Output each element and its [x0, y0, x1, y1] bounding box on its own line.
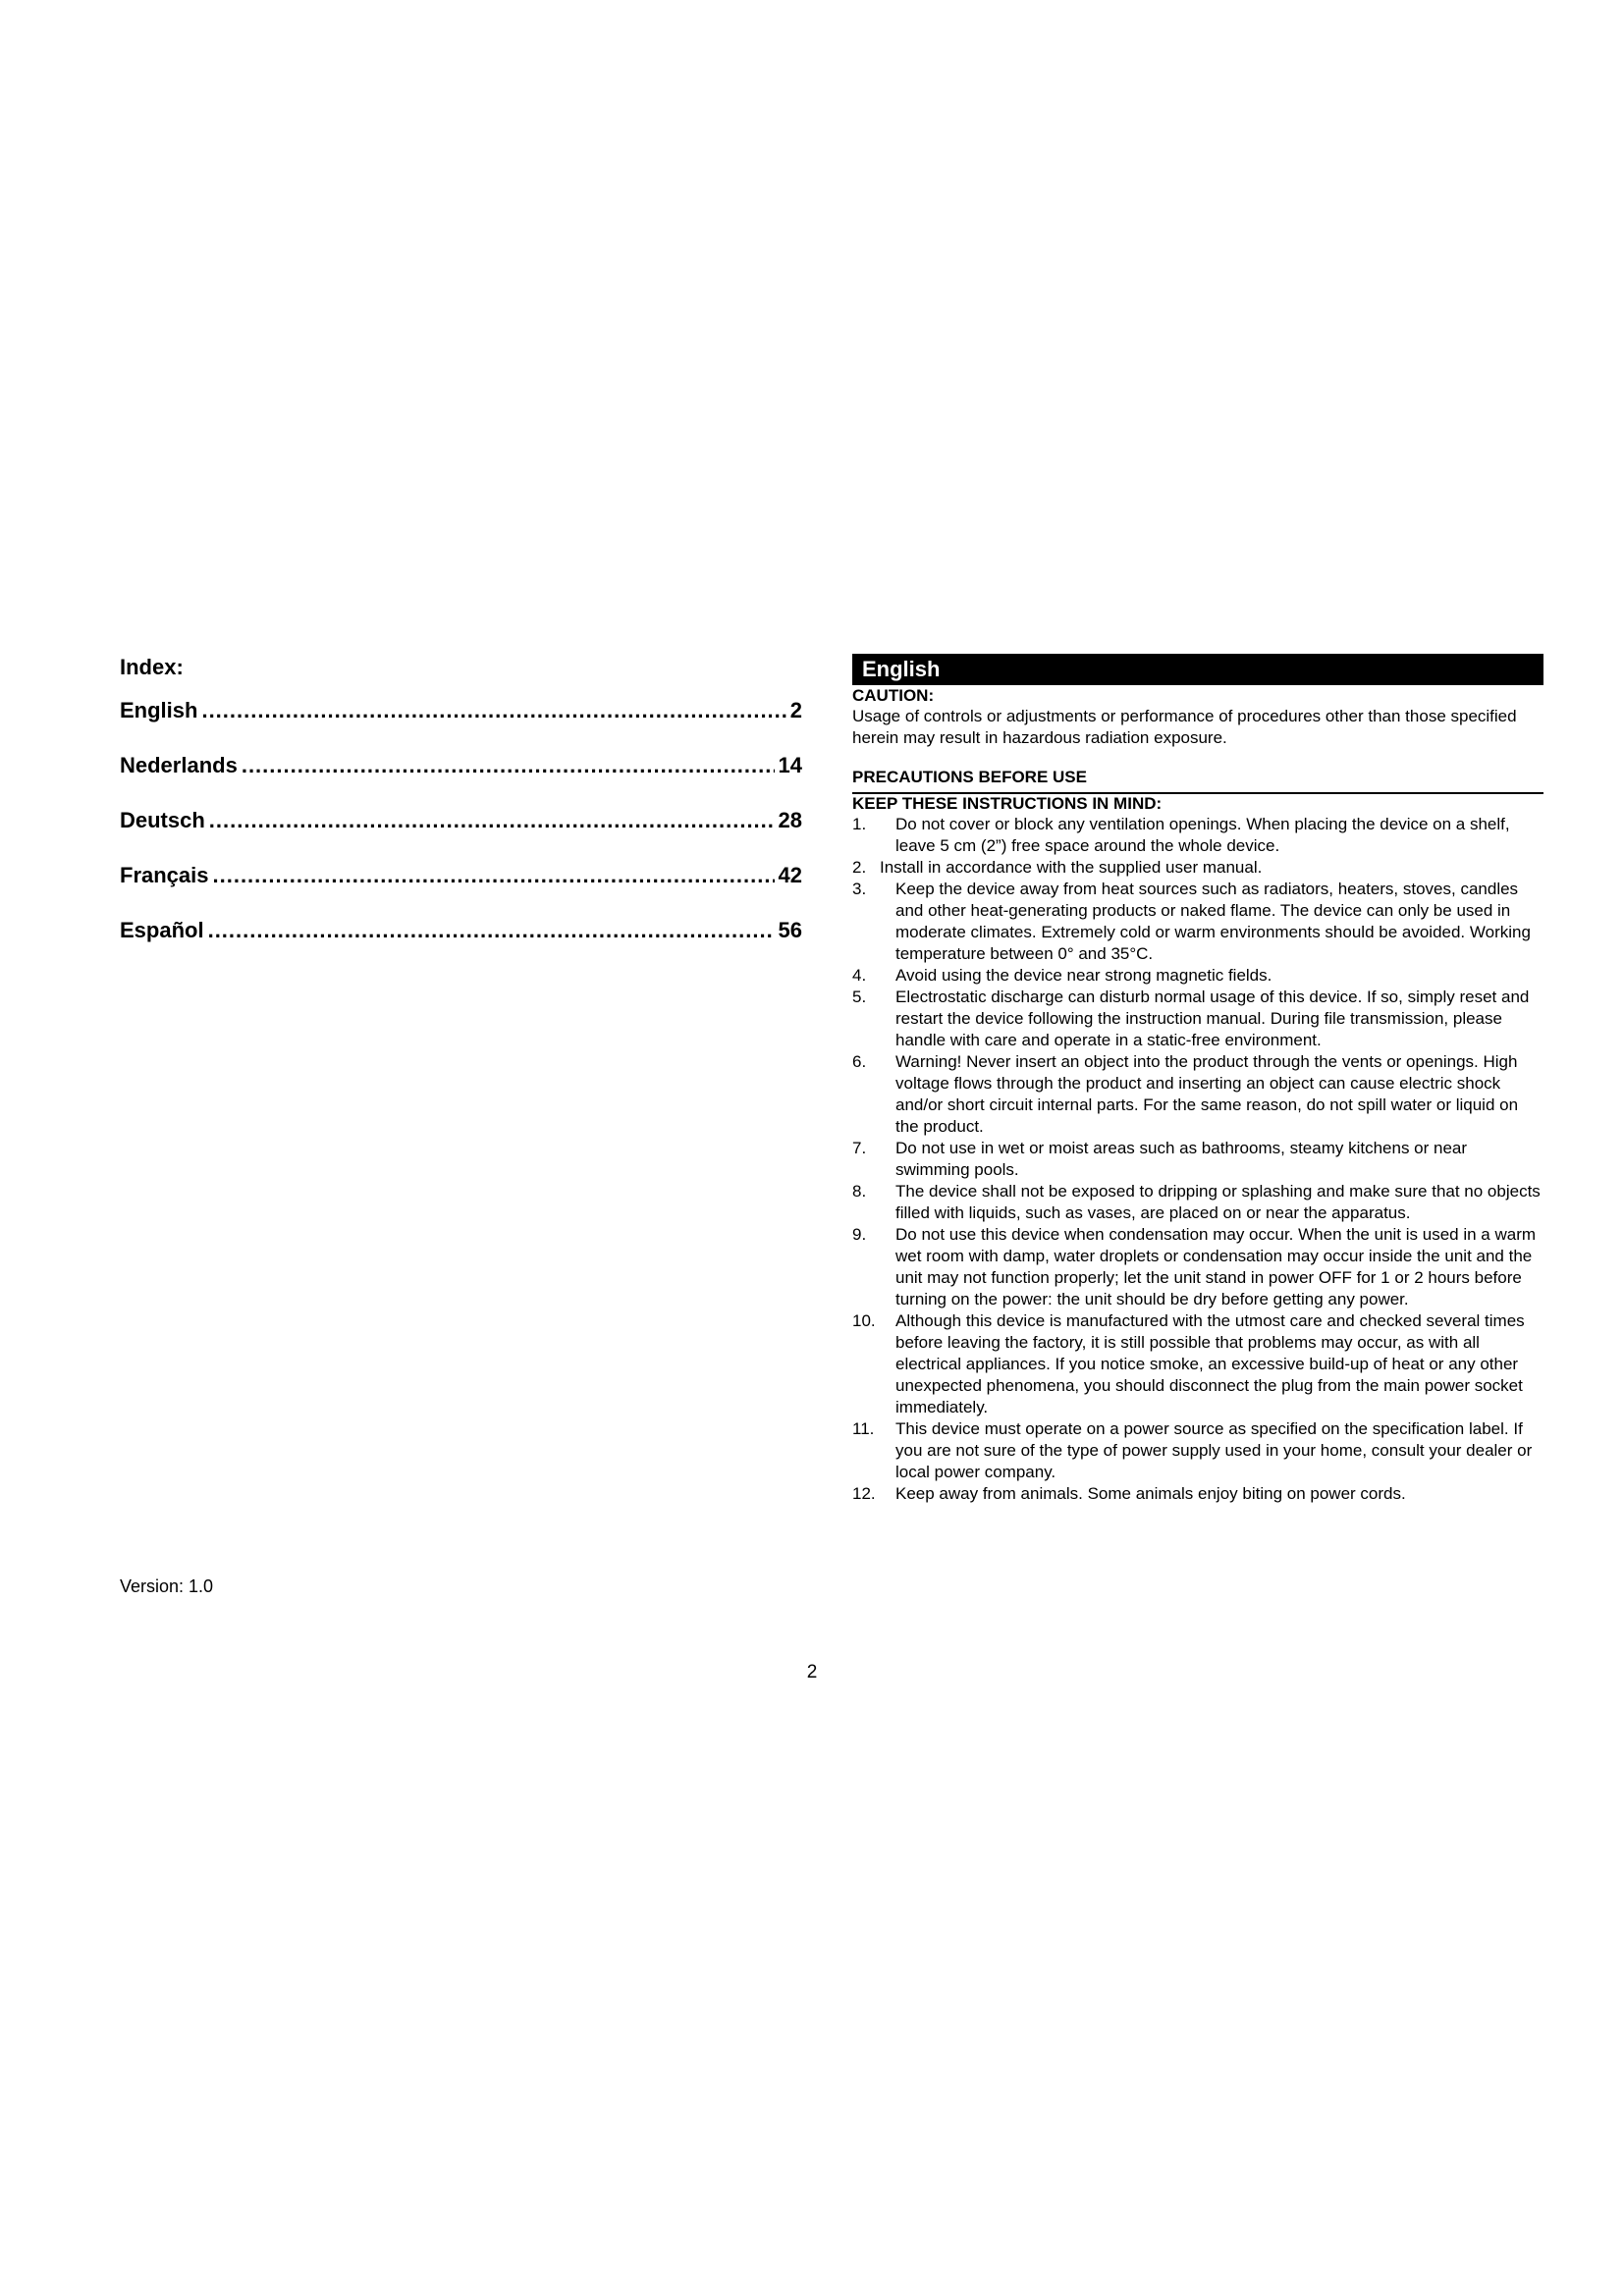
list-item-number: 5. [852, 988, 867, 1006]
list-item [852, 1138, 1543, 1181]
toc-dot-leader [209, 806, 775, 835]
toc-entry-francais[interactable] [120, 861, 802, 916]
toc-entry-page: 2 [789, 698, 802, 722]
list-item [852, 1181, 1543, 1224]
list-item-number: 2. [852, 858, 867, 877]
toc-dot-leader [201, 696, 785, 725]
list-item-text: Do not use this device when condensation may occur. When the unit is used in a warm wet room with damp, water droplets or condensation may occur inside the unit and the unit may not function properly; let the unit stand in power OFF for 1 or 2 hours before turning on the power: the unit should be dry before getting any power. [895, 1225, 1537, 1308]
toc-entry-name: Nederlands [120, 753, 238, 777]
keep-instructions-title: KEEP THESE INSTRUCTIONS IN MIND: [852, 794, 1163, 813]
toc-entry-espanol[interactable] [120, 916, 802, 971]
list-item-text: Warning! Never insert an object into the product through the vents or openings. High voltage flows through the product and inserting an object can cause electric shock and/or short circuit internal parts. For the same reason, do not spill water or liquid on the product. [895, 1052, 1519, 1136]
toc-entry-page: 42 [778, 863, 802, 887]
precautions-list [852, 814, 1543, 1505]
page-number: 2 [806, 1662, 818, 1682]
toc-entry-nederlands[interactable] [120, 751, 802, 806]
table-of-contents [120, 653, 802, 971]
list-item [852, 965, 1543, 987]
list-item-number: 7. [852, 1139, 867, 1157]
toc-dot-leader [208, 916, 775, 945]
caution-text: Usage of controls or adjustments or performance of procedures other than those specified herein may result in hazardous radiation exposure. [852, 707, 1517, 747]
english-section [852, 654, 1543, 1505]
toc-entry-page: 56 [778, 918, 802, 942]
list-item-number: 9. [852, 1225, 867, 1244]
list-item-text: Install in accordance with the supplied user manual. [880, 858, 1263, 877]
list-item-number: 12. [852, 1484, 876, 1503]
version-label: Version: 1.0 [120, 1576, 214, 1596]
list-item-number: 4. [852, 966, 867, 985]
list-item-text: Although this device is manufactured with the utmost care and checked several times before leaving the factory, it is still possible that problems may occur, as with all electrical appliances. If you notice smoke, an excessive build-up of heat or any other unexpected phenomena, you should disconnect the plug from the main power socket immediately. [895, 1311, 1525, 1416]
toc-entry-deutsch[interactable] [120, 806, 802, 861]
list-item-text: This device must operate on a power source as specified on the specification label. If you are not sure of the type of power supply used in your home, consult your dealer or local power company. [895, 1419, 1533, 1481]
list-item-text: Do not cover or block any ventilation openings. When placing the device on a shelf, leave 5 cm (2”) free space around the whole device. [895, 815, 1510, 855]
list-item-text: Keep away from animals. Some animals enjoy biting on power cords. [895, 1484, 1406, 1503]
list-item [852, 1483, 1543, 1505]
section-language-header: English [852, 654, 1543, 685]
toc-entry-name: Français [120, 863, 209, 887]
toc-entry-page: 14 [778, 753, 802, 777]
toc-entry-name: English [120, 698, 198, 722]
precautions-title: PRECAUTIONS BEFORE USE [852, 767, 1543, 794]
list-item-number: 1. [852, 815, 867, 833]
list-item [852, 1051, 1543, 1138]
list-item [852, 1310, 1543, 1418]
list-item [852, 1418, 1543, 1483]
list-item [852, 987, 1543, 1051]
toc-entry-name: Español [120, 918, 204, 942]
list-item-text: Avoid using the device near strong magnetic fields. [895, 966, 1272, 985]
list-item-text: Keep the device away from heat sources such as radiators, heaters, stoves, candles and other heat-generating products or naked flame. The device can only be used in moderate climates. Extremely cold or warm environments should be avoided. Working temperature between 0° and 35°C. [895, 880, 1531, 963]
list-item [852, 814, 1543, 857]
toc-entry-english[interactable] [120, 696, 802, 751]
list-item [852, 879, 1543, 965]
index-title: Index: [120, 655, 184, 679]
list-item-number: 8. [852, 1182, 867, 1201]
toc-dot-leader [213, 861, 775, 890]
toc-entry-page: 28 [778, 808, 802, 832]
list-item-number: 11. [852, 1419, 875, 1438]
list-item-text: The device shall not be exposed to dripping or splashing and make sure that no objects filled with liquids, such as vases, are placed on or near the apparatus. [895, 1182, 1541, 1222]
list-item [852, 1224, 1543, 1310]
list-item-number: 6. [852, 1052, 867, 1071]
list-item-text: Do not use in wet or moist areas such as bathrooms, steamy kitchens or near swimming pools. [895, 1139, 1468, 1179]
toc-entry-name: Deutsch [120, 808, 205, 832]
caution-title: CAUTION: [852, 686, 935, 705]
toc-dot-leader [242, 751, 775, 780]
list-item-text: Electrostatic discharge can disturb normal usage of this device. If so, simply reset and restart the device following the instruction manual. During file transmission, please handle with care and operate in a static-free environment. [895, 988, 1530, 1049]
list-item [852, 857, 1543, 879]
list-item-number: 3. [852, 880, 867, 898]
list-item-number: 10. [852, 1311, 876, 1330]
